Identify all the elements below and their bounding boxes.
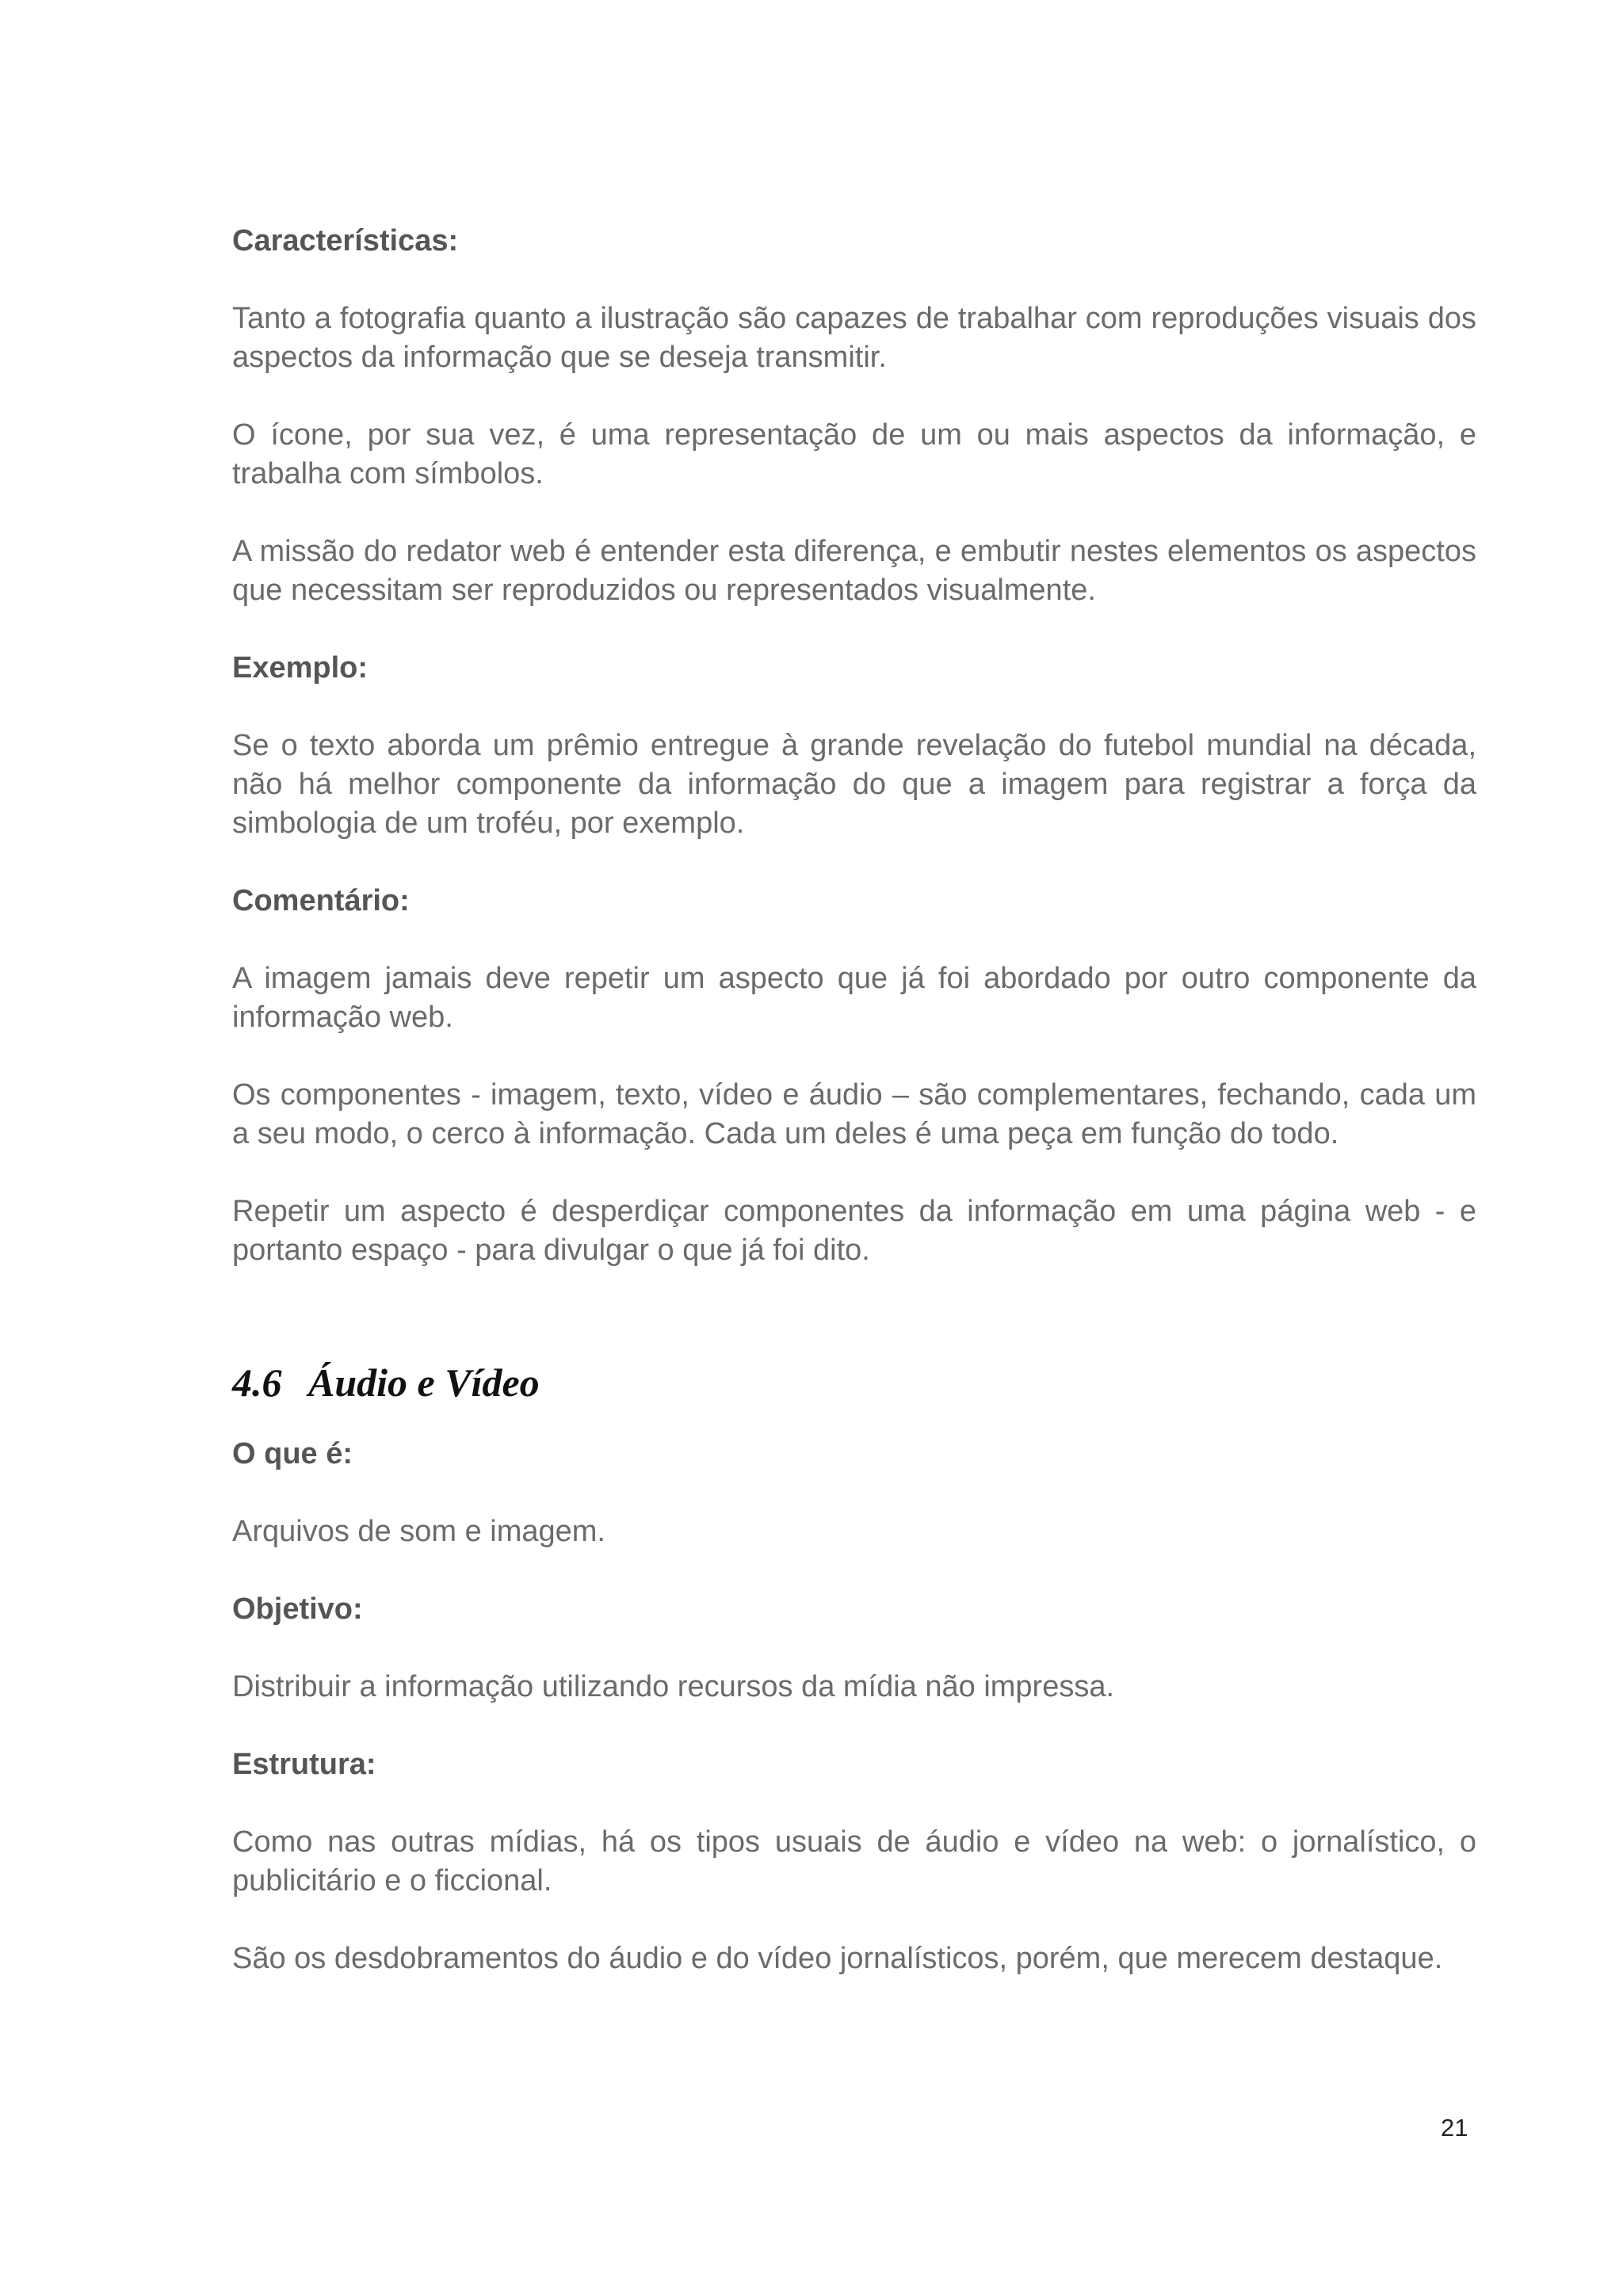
page-content [232, 222, 1476, 1978]
paragraph: A missão do redator web é entender esta diferença, e embutir nestes elementos os aspectos que necessitam ser reproduzidos ou representados visualmente. [232, 535, 1476, 607]
paragraph: Repetir um aspecto é desperdiçar componentes da informação em uma página web - e portanto espaço - para divulgar o que já foi dito. [232, 1195, 1476, 1267]
heading-comentario: Comentário: [232, 884, 410, 917]
paragraph: Como nas outras mídias, há os tipos usuais de áudio e vídeo na web: o jornalístico, o publicitário e o ficcional. [232, 1825, 1476, 1897]
section-title-text: Áudio e Vídeo [308, 1360, 540, 1405]
heading-exemplo: Exemplo: [232, 651, 369, 685]
paragraph: Os componentes - imagem, texto, vídeo e áudio – são complementares, fechando, cada um a seu modo, o cerco à informação. Cada um deles é uma peça em função do todo. [232, 1078, 1476, 1150]
heading-caracteristicas: Características: [232, 224, 459, 257]
section-title [232, 1359, 1476, 1406]
heading-objetivo: Objetivo: [232, 1592, 363, 1626]
paragraph: O ícone, por sua vez, é uma representação de um ou mais aspectos da informação, e trabalha com símbolos. [232, 418, 1476, 490]
paragraph: Distribuir a informação utilizando recursos da mídia não impressa. [232, 1670, 1115, 1703]
section-number: 4.6 [232, 1360, 282, 1405]
paragraph: Tanto a fotografia quanto a ilustração são capazes de trabalhar com reproduções visuais dos aspectos da informação que se deseja transmitir. [232, 302, 1476, 374]
paragraph: Se o texto aborda um prêmio entregue à grande revelação do futebol mundial na década, não há melhor componente da informação do que a imagem para registrar a força da simbologia de um troféu, por exemplo. [232, 729, 1476, 840]
heading-o-que-e: O que é: [232, 1437, 353, 1470]
heading-estrutura: Estrutura: [232, 1748, 376, 1781]
page-number: 21 [1441, 2114, 1468, 2142]
paragraph: Arquivos de som e imagem. [232, 1515, 605, 1548]
paragraph: A imagem jamais deve repetir um aspecto que já foi abordado por outro componente da informação web. [232, 962, 1476, 1034]
paragraph: São os desdobramentos do áudio e do vídeo jornalísticos, porém, que merecem destaque. [232, 1942, 1443, 1975]
